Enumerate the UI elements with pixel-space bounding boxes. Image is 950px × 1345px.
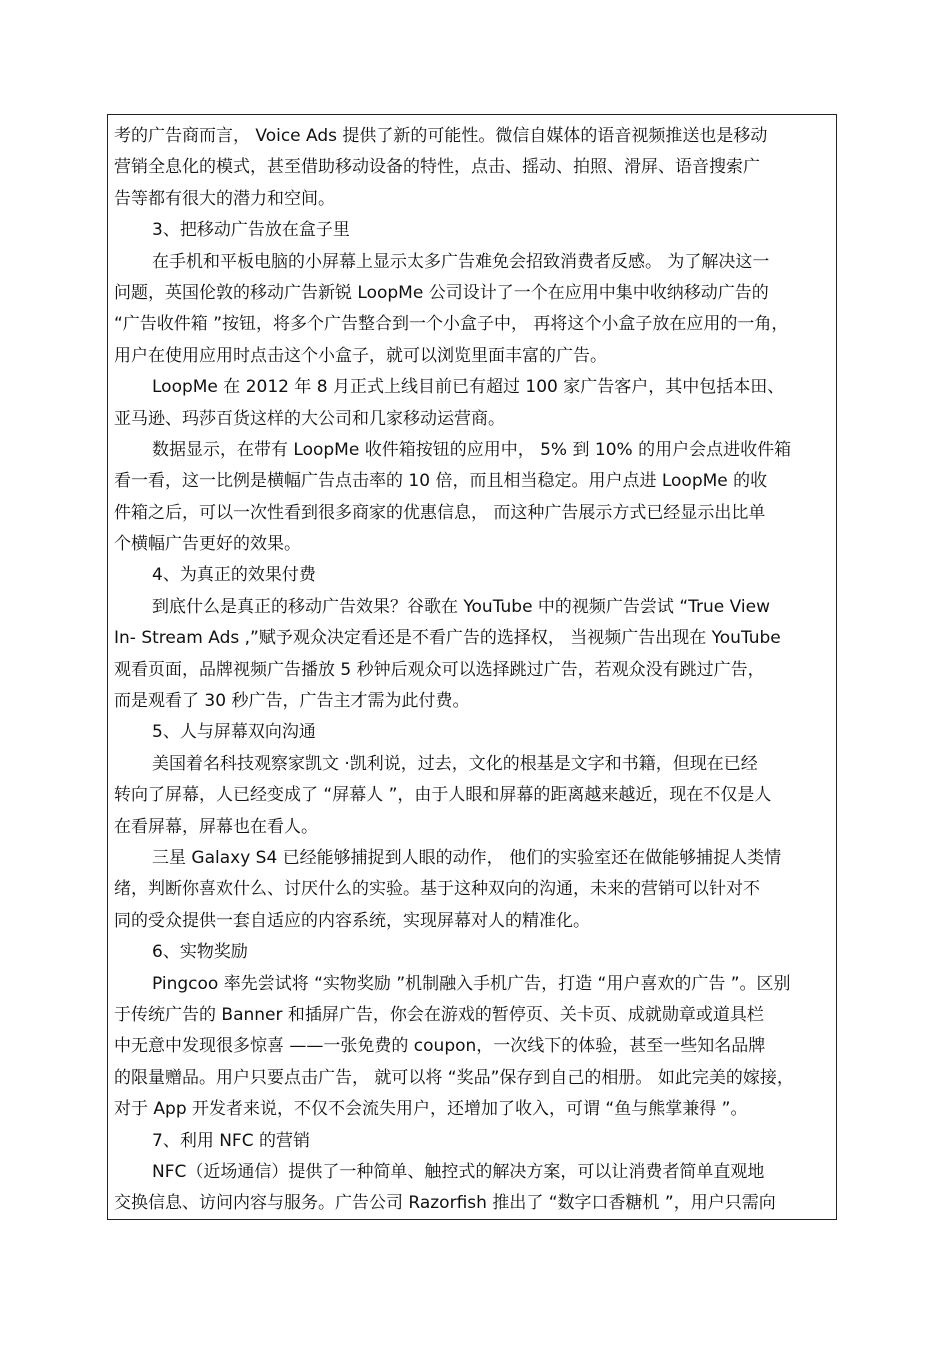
text-line: 而是观看了 30 秒广告，广告主才需为此付费。	[114, 691, 470, 712]
text-line: 在看屏幕，屏幕也在看人。	[114, 816, 318, 837]
text-line: 问题，英国伦敦的移动广告新锐 LoopMe 公司设计了一个在应用中集中收纳移动广告的	[114, 282, 769, 303]
text-line: Pingcoo 率先尝试将 “实物奖励 ”机制融入手机广告，打造 “用户喜欢的广告 ”。区别	[152, 973, 791, 994]
text-line: 交换信息、访问内容与服务。广告公司 Razorfish 推出了 “数字口香糖机 ”，用户只需向	[114, 1193, 776, 1214]
section-heading: 3、把移动广告放在盒子里	[152, 220, 350, 241]
text-line: 绪，判断你喜欢什么、讨厌什么的实验。基于这种双向的沟通，未来的营销可以针对不	[114, 879, 760, 900]
section-heading: 4、为真正的效果付费	[152, 565, 316, 586]
text-line: 观看页面，品牌视频广告播放 5 秒钟后观众可以选择跳过广告，若观众没有跳过广告，	[114, 659, 765, 680]
text-line: 数据显示，在带有 LoopMe 收件箱按钮的应用中， 5% 到 10% 的用户会点进收件箱	[152, 439, 792, 460]
text-line: 同的受众提供一套自适应的内容系统，实现屏幕对人的精准化。	[114, 910, 590, 931]
text-line: 看一看，这一比例是横幅广告点击率的 10 倍，而且相当稳定。用户点进 LoopMe 的收	[114, 471, 768, 492]
text-line: 三星 Galaxy S4 已经能够捕捉到人眼的动作， 他们的实验室还在做能够捕捉人类情	[152, 847, 782, 868]
text-line: 亚马逊、玛莎百货这样的大公司和几家移动运营商。	[114, 408, 505, 429]
text-line: 美国着名科技观察家凯文 ·凯利说，过去，文化的根基是文字和书籍，但现在已经	[152, 753, 758, 774]
text-line: LoopMe 在 2012 年 8 月正式上线目前已有超过 100 家广告客户，其中包括本田、	[152, 377, 785, 398]
document-frame	[107, 114, 837, 1220]
text-line: 于传统广告的 Banner 和插屏广告，你会在游戏的暂停页、关卡页、成就勋章或道具栏	[114, 1004, 764, 1025]
text-line: “广告收件箱 ”按钮，将多个广告整合到一个小盒子中， 再将这个小盒子放在应用的一角，	[114, 314, 789, 335]
text-line: In- Stream Ads ,”赋予观众决定看还是不看广告的选择权， 当视频广告出现在 YouTube	[114, 628, 781, 649]
text-line: 在手机和平板电脑的小屏幕上显示太多广告难免会招致消费者反感。 为了解决这一	[152, 251, 770, 272]
text-line: 营销全息化的模式，甚至借助移动设备的特性，点击、摇动、拍照、滑屏、语音搜索广	[114, 157, 760, 178]
text-line: 个横幅广告更好的效果。	[114, 534, 301, 555]
text-line: 转向了屏幕，人已经变成了 “屏幕人 ”，由于人眼和屏幕的距离越来越近，现在不仅是人	[114, 785, 772, 806]
text-line: 告等都有很大的潜力和空间。	[114, 188, 335, 209]
text-line: 中无意中发现很多惊喜 ——一张免费的 coupon，一次线下的体验，甚至一些知名品牌	[114, 1036, 766, 1057]
document-body	[114, 121, 832, 1220]
text-line: 用户在使用应用时点击这个小盒子，就可以浏览里面丰富的广告。	[114, 345, 607, 366]
text-line: NFC（近场通信）提供了一种简单、触控式的解决方案，可以让消费者简单直观地	[152, 1161, 765, 1182]
text-line: 对于 App 开发者来说，不仅不会流失用户，还增加了收入，可谓 “鱼与熊掌兼得 ”。	[114, 1099, 748, 1120]
text-line: 件箱之后，可以一次性看到很多商家的优惠信息， 而这种广告展示方式已经显示出比单	[114, 502, 766, 523]
text-line: 考的广告商而言， Voice Ads 提供了新的可能性。微信自媒体的语音视频推送也是移动	[114, 126, 768, 146]
section-heading: 7、利用 NFC 的营销	[152, 1130, 310, 1151]
text-line: 的限量赠品。用户只要点击广告， 就可以将 “奖品”保存到自己的相册。 如此完美的嫁接，	[114, 1067, 794, 1088]
text-line: 到底什么是真正的移动广告效果？谷歌在 YouTube 中的视频广告尝试 “True View	[152, 596, 771, 617]
section-heading: 6、实物奖励	[152, 942, 248, 963]
section-heading: 5、人与屏幕双向沟通	[152, 722, 316, 743]
